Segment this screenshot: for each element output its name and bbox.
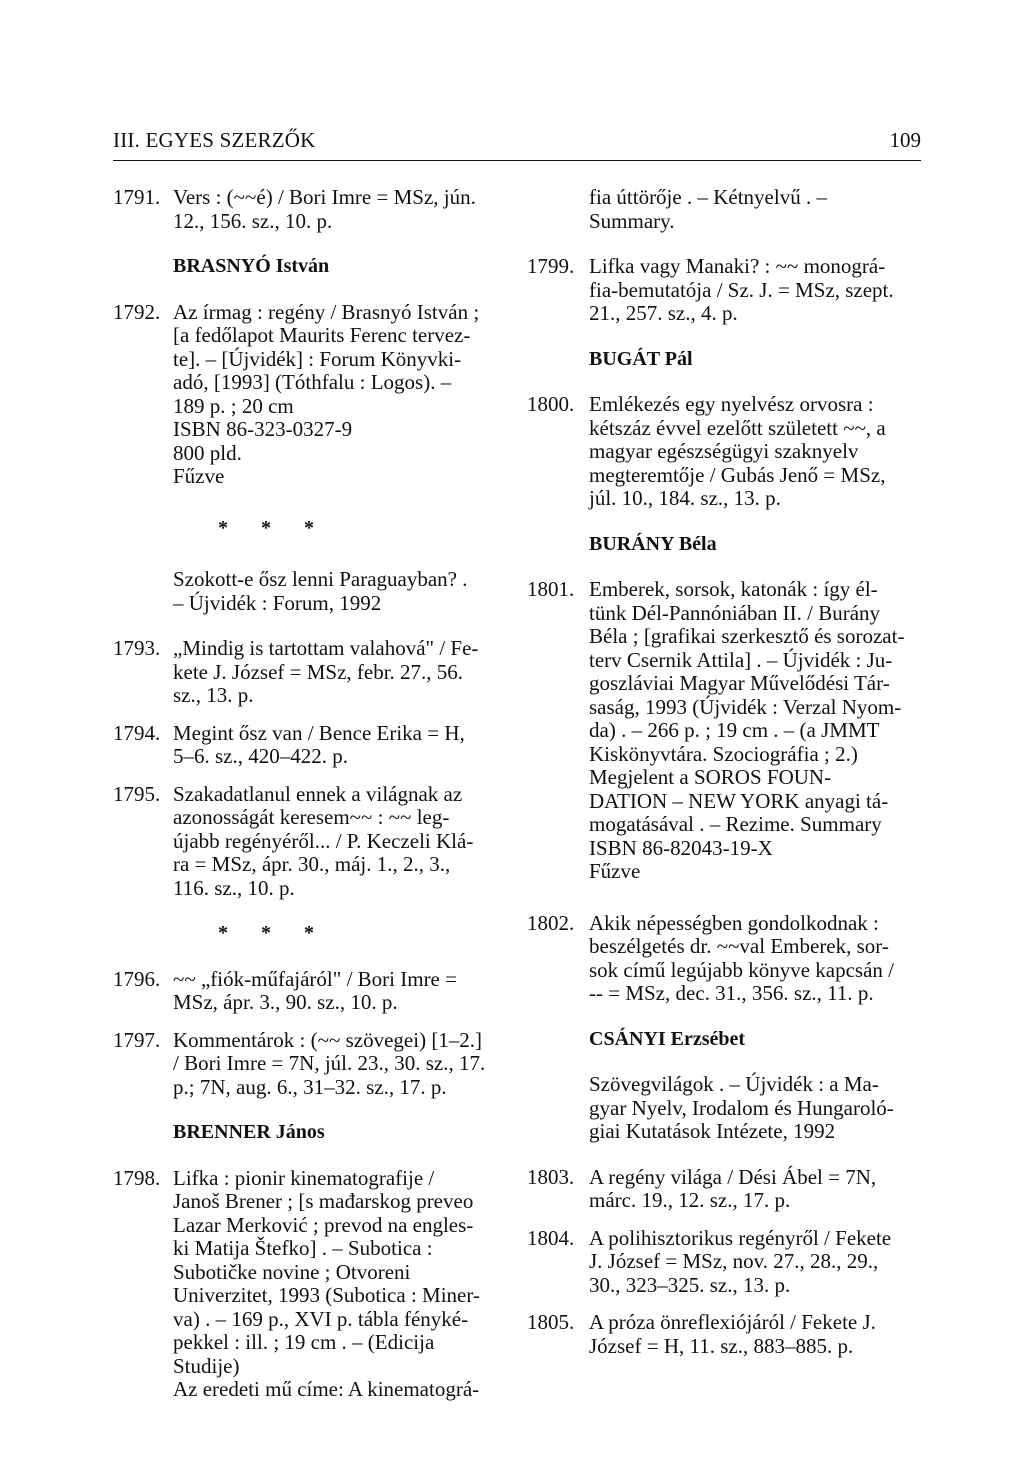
entry-line: ki Matija Štefko] . – Subotica :	[173, 1236, 433, 1260]
entry-line: júl. 10., 184. sz., 13. p.	[589, 486, 781, 510]
entry-1797	[113, 1029, 503, 1100]
header-rule	[113, 160, 921, 161]
entry-1802	[527, 912, 924, 1006]
entry-1791	[113, 186, 503, 233]
entry-1796	[113, 968, 503, 1015]
entry-1795	[113, 783, 503, 901]
entry-number: 1791.	[113, 185, 161, 209]
section-separator: * * *	[218, 516, 328, 539]
entry-line: fia úttörője . – Kétnyelvű . –	[589, 185, 827, 209]
entry-line: DATION – NEW YORK anyagi tá-	[589, 788, 889, 813]
collection-line: – Újvidék : Forum, 1992	[173, 590, 382, 615]
entry-line: Megjelent a SOROS FOUN-	[589, 765, 832, 789]
entry-line: Lazar Merković ; prevod na engles-	[173, 1212, 474, 1237]
collection-line: giai Kutatások Intézete, 1992	[589, 1119, 836, 1143]
entry-number: 1805.	[527, 1310, 575, 1334]
entry-1801	[527, 578, 924, 884]
collection-line: Szokott-e ősz lenni Paraguayban? .	[173, 567, 468, 591]
entry-line: sz., 13. p.	[173, 683, 254, 707]
entry-line: beszélgetés dr. ~~val Emberek, sor-	[589, 934, 889, 958]
entry-line: 189 p. ; 20 cm	[173, 393, 294, 418]
entry-line: ISBN 86-82043-19-X	[589, 835, 773, 860]
entry-line: 116. sz., 10. p.	[173, 875, 295, 900]
entry-text	[173, 1029, 503, 1100]
entry-line: megteremtője / Gubás Jenő = MSz,	[589, 462, 886, 487]
author-heading-csanyi: CSÁNYI Erzsébet	[589, 1027, 746, 1050]
entry-line: Kiskönyvtára. Szociográfia ; 2.)	[589, 741, 858, 766]
running-head: III. EGYES SZERZŐK	[113, 128, 316, 152]
entry-line: ~~ „fiók-műfajáról" / Bori Imre =	[173, 966, 457, 991]
entry-number: 1792.	[113, 299, 161, 324]
entry-line: kete J. József = MSz, febr. 27., 56.	[173, 659, 464, 684]
entry-number: 1802.	[527, 910, 575, 935]
entry-text	[173, 637, 503, 708]
entry-line: Az írmag : regény / Brasnyó István ;	[173, 299, 480, 324]
entry-line: Az eredeti mű címe: A kinematográ-	[173, 1377, 480, 1401]
entry-line: p.; 7N, aug. 6., 31–32. sz., 17. p.	[173, 1074, 447, 1099]
entry-text	[173, 186, 503, 233]
entry-text	[173, 722, 503, 769]
entry-line: tünk Dél-Pannóniában II. / Burány	[589, 600, 881, 625]
collection-line: Szövegvilágok . – Újvidék : a Ma-	[589, 1072, 879, 1096]
entry-text	[173, 783, 503, 901]
entry-1805	[527, 1311, 924, 1358]
collection-title	[173, 568, 503, 615]
entry-line: goszláviai Magyar Művelődési Tár-	[589, 671, 890, 695]
entry-line: ISBN 86-323-0327-9	[173, 417, 353, 441]
entry-line: Fűzve	[173, 464, 225, 488]
entry-line: 21., 257. sz., 4. p.	[589, 301, 738, 325]
author-heading-burany: BURÁNY Béla	[589, 532, 717, 555]
entry-number: 1798.	[113, 1165, 161, 1190]
entry-line: Kommentárok : (~~ szövegei) [1–2.]	[173, 1027, 483, 1052]
entry-number: 1796.	[113, 966, 161, 991]
author-heading-brasnyo: BRASNYÓ István	[173, 255, 330, 277]
author-heading-bugat: BUGÁT Pál	[589, 347, 693, 370]
entry-line: [a fedőlapot Maurits Ferenc tervez-	[173, 323, 471, 347]
entry-line: „Mindig is tartottam valahová" / Fe-	[173, 636, 479, 660]
entry-line: Emberek, sorsok, katonák : így él-	[589, 577, 878, 601]
entry-line: Lifka vagy Manaki? : ~~ monográ-	[589, 254, 886, 278]
entry-text	[589, 912, 924, 1006]
entry-text	[589, 578, 924, 884]
entry-1798	[113, 1167, 503, 1402]
entry-line: te]. – [Újvidék] : Forum Könyvki-	[173, 346, 462, 371]
entry-1793	[113, 637, 503, 708]
entry-1794	[113, 722, 503, 769]
entry-line: va) . – 169 p., XVI p. tábla fényké-	[173, 1306, 469, 1331]
page-number: 109	[889, 128, 921, 152]
entry-number: 1794.	[113, 720, 161, 745]
right-column	[527, 186, 924, 1358]
entry-text	[589, 1311, 924, 1358]
entry-text	[589, 255, 924, 326]
entry-line: Lifka : pionir kinematografije /	[173, 1165, 435, 1190]
entry-line: J. József = MSz, nov. 27., 28., 29.,	[589, 1249, 879, 1273]
entry-line: A próza önreflexiójáról / Fekete J.	[589, 1310, 876, 1334]
entry-1803	[527, 1166, 924, 1213]
entry-line: Univerzitet, 1993 (Subotica : Miner-	[173, 1283, 480, 1307]
entry-line: MSz, ápr. 3., 90. sz., 10. p.	[173, 990, 398, 1014]
collection-line: gyar Nyelv, Irodalom és Hungaroló-	[589, 1095, 894, 1120]
entry-line: Emlékezés egy nyelvész orvosra :	[589, 392, 874, 416]
entry-line: 30., 323–325. sz., 13. p.	[589, 1272, 791, 1297]
entry-continuation	[589, 186, 924, 233]
entry-line: Szakadatlanul ennek a világnak az	[173, 781, 463, 806]
entry-text	[173, 968, 503, 1015]
entry-line: -- = MSz, dec. 31., 356. sz., 11. p.	[589, 981, 874, 1005]
entry-text	[173, 301, 503, 489]
entry-number: 1799.	[527, 254, 575, 278]
entry-number: 1793.	[113, 636, 161, 660]
entry-text	[589, 1227, 924, 1298]
entry-text	[589, 1166, 924, 1213]
entry-number: 1804.	[527, 1225, 575, 1250]
entry-line: / Bori Imre = 7N, júl. 23., 30. sz., 17.	[173, 1051, 486, 1075]
entry-number: 1800.	[527, 392, 575, 416]
entry-line: magyar egészségügyi szaknyelv	[589, 439, 859, 463]
entry-line: da) . – 266 p. ; 19 cm . – (a JMMT	[589, 718, 880, 742]
entry-text	[589, 393, 924, 511]
entry-line: Subotičke novine ; Otvoreni	[173, 1259, 411, 1284]
entry-number: 1801.	[527, 577, 575, 601]
entry-line: Fűzve	[589, 859, 641, 883]
entry-line: saság, 1993 (Újvidék : Verzal Nyom-	[589, 694, 902, 719]
entry-1799	[527, 255, 924, 326]
entry-line: 5–6. sz., 420–422. p.	[173, 744, 348, 768]
entry-text	[173, 1167, 503, 1402]
entry-line: A regény világa / Dési Ábel = 7N,	[589, 1164, 877, 1189]
entry-1800	[527, 393, 924, 511]
entry-1804	[527, 1227, 924, 1298]
entry-number: 1803.	[527, 1164, 575, 1189]
entry-line: 800 pld.	[173, 440, 242, 465]
entry-number: 1797.	[113, 1027, 161, 1052]
entry-line: azonosságát keresem~~ : ~~ leg-	[173, 805, 450, 829]
entry-number: 1795.	[113, 781, 161, 806]
collection-title	[589, 1073, 924, 1144]
entry-line: pekkel : ill. ; 19 cm . – (Edicija	[173, 1330, 435, 1354]
entry-line: Janoš Brener ; [s mađarskog preveo	[173, 1189, 474, 1213]
entry-line: ra = MSz, ápr. 30., máj. 1., 2., 3.,	[173, 852, 451, 876]
entry-line: A polihisztorikus regényről / Fekete	[589, 1225, 892, 1250]
entry-1792	[113, 301, 503, 489]
entry-line: 12., 156. sz., 10. p.	[173, 208, 333, 233]
entry-line: terv Csernik Attila] . – Újvidék : Ju-	[589, 647, 893, 672]
entry-line: mogatásával . – Rezime. Summary	[589, 812, 882, 836]
entry-line: Béla ; [grafikai szerkesztő és sorozat-	[589, 624, 905, 648]
entry-line: Summary.	[589, 208, 675, 233]
entry-line: József = H, 11. sz., 883–885. p.	[589, 1333, 854, 1358]
entry-line: Studije)	[173, 1353, 240, 1378]
entry-line: kétszáz évvel ezelőtt született ~~, a	[589, 415, 886, 440]
entry-line: sok című legújabb könyve kapcsán /	[589, 957, 895, 982]
entry-line: adó, [1993] (Tóthfalu : Logos). –	[173, 370, 452, 394]
entry-line: márc. 19., 12. sz., 17. p.	[589, 1188, 791, 1212]
left-column	[113, 186, 503, 1402]
entry-line: fia-bemutatója / Sz. J. = MSz, szept.	[589, 277, 894, 302]
section-separator: * * *	[218, 922, 328, 944]
entry-line: újabb regényéről... / P. Keczeli Klá-	[173, 828, 474, 853]
entry-line: Akik népességben gondolkodnak :	[589, 910, 879, 935]
entry-line: Megint ősz van / Bence Erika = H,	[173, 720, 465, 745]
entry-line: Vers : (~~é) / Bori Imre = MSz, jún.	[173, 185, 476, 209]
author-heading-brenner: BRENNER János	[173, 1121, 325, 1143]
